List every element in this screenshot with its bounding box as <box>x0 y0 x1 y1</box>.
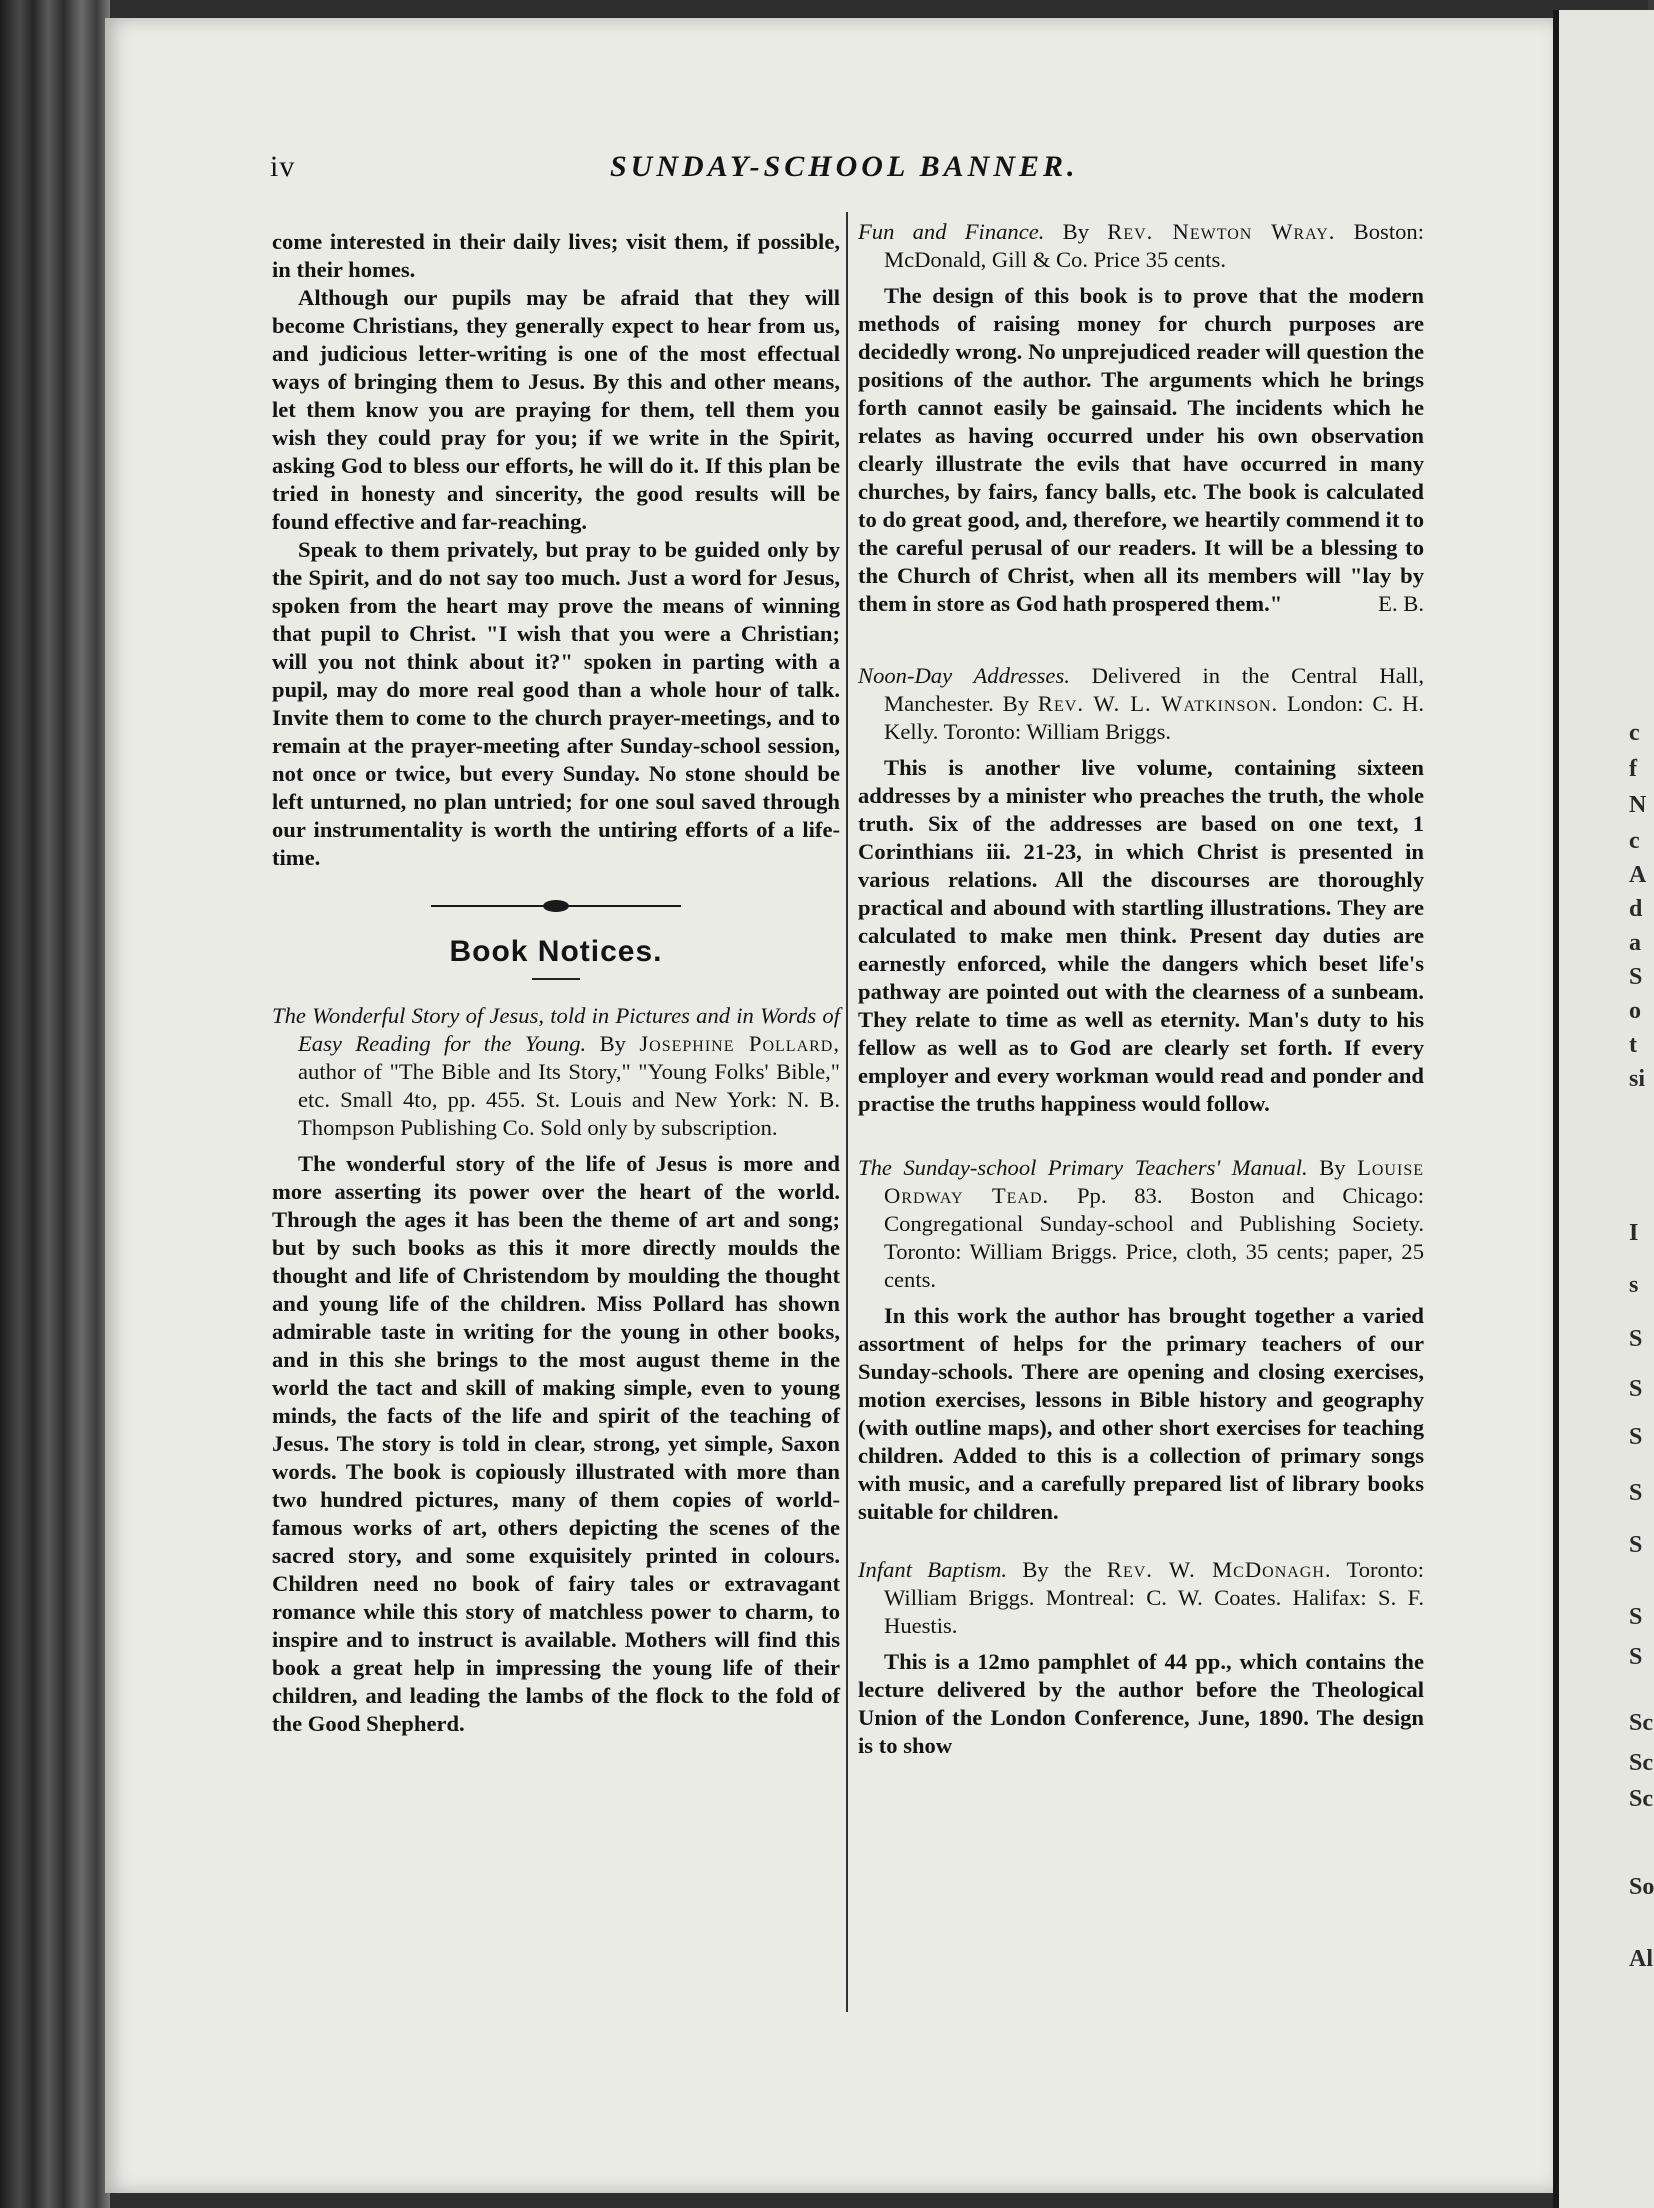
adjacent-page-fragment: Al <box>1629 1946 1653 1972</box>
adjacent-page-fragment: Sc <box>1629 1710 1653 1736</box>
adjacent-page-edge <box>1553 10 1654 2208</box>
notice-details: London: C. H. Kelly. Toronto: William Briggs. <box>884 691 1424 744</box>
notice-details: Boston: McDonald, Gill & Co. Price 35 cents. <box>884 219 1424 272</box>
notice-title: Infant Baptism. <box>858 1557 1007 1582</box>
notice-author: Rev. W. McDonagh. <box>1106 1557 1332 1582</box>
adjacent-page-fragment: S <box>1629 1480 1643 1506</box>
notice-by: By <box>1002 691 1030 716</box>
paragraph: come interested in their daily lives; visit them, if possible, in their homes. <box>272 229 840 282</box>
notice-citation <box>858 1556 1424 1640</box>
notice-title: Noon-Day Addresses. <box>858 663 1070 688</box>
notice-citation <box>272 1002 840 1142</box>
book-notice <box>858 1154 1424 1526</box>
adjacent-page-fragment: S <box>1629 1376 1643 1402</box>
page-number: iv <box>270 150 296 183</box>
notice-author: Rev. W. L. Watkinson. <box>1037 691 1279 716</box>
adjacent-page-fragment: N <box>1629 792 1647 818</box>
notice-citation <box>858 662 1424 746</box>
adjacent-page-fragment: S <box>1629 964 1643 990</box>
book-notice <box>858 218 1424 618</box>
notice-by: By <box>1319 1155 1346 1180</box>
ornamental-divider <box>431 900 681 912</box>
adjacent-page-fragment: S <box>1629 1326 1643 1352</box>
column-rule <box>846 212 848 2012</box>
notice-review-text: The design of this book is to prove that the modern methods of raising money for church purposes are decidedly wrong. No unprejudiced reader will question the positions of the author. The arguments which he brings forth cannot easily be gainsaid. The incidents which he relates as having occurred under his own observation clearly illustrate the evils that have occurred in many churches, by fairs, fancy balls, etc. The book is calculated to do great good, and, therefore, we heartily commend it to the careful perusal of our readers. It will be a blessing to the Church of Christ, when all its members will "lay by them in store as God hath prospered them." <box>858 283 1424 616</box>
adjacent-page-fragment: t <box>1629 1032 1637 1058</box>
notice-author: Rev. Newton Wray. <box>1107 219 1336 244</box>
adjacent-page-fragment: f <box>1629 756 1637 782</box>
paragraph: Although our pupils may be afraid that they will become Christians, they generally expect to hear from us, and judicious letter-writing is one of the most effectual ways of bringing them to Jesus. By this and other means, let them know you are praying for them, tell them you wish they could pray for you; if we write in the Spirit, asking God to bless our efforts, he will do it. If this plan be tried in honesty and sincerity, the good results will be found effective and far-reaching. <box>272 285 840 534</box>
adjacent-page-fragment: S <box>1629 1424 1643 1450</box>
notice-review: The wonderful story of the life of Jesus is more and more asserting its power over the heart of the world. Through the ages it has been the theme of art and song; but by such books as this it more directly moulds the thought and life of Christendom by moulding the thought and young life of the children. Miss Pollard has shown admirable taste in writing for the young in other books, and in this she brings to the most august theme in the world the tact and skill of making simple, even to young minds, the facts of the life and spirit of the teaching of Jesus. The story is told in clear, strong, yet simple, Saxon words. The book is copiously illustrated with more than two hundred pictures, many of them copies of world-famous works of art, others depicting the scenes of the sacred story, and some exquisitely printed in colours. Children need no book of fairy tales or extravagant romance while this story of matchless power to charm, to inspire and to instruct is available. Mothers will find this book a great help in impressing the young life of their children, and leading the lambs of the flock to the fold of the Good Shepherd. <box>272 1151 840 1736</box>
adjacent-page-fragment: s <box>1629 1272 1639 1298</box>
notice-details: author of "The Bible and Its Story," "Young Folks' Bible," etc. Small 4to, pp. 455. St. Louis and New York: N. B. Thompson Publishing Co. Sold only by subscription. <box>298 1059 840 1140</box>
notice-review: This is another live volume, containing sixteen addresses by a minister who preaches the truth, the whole truth. Six of the addresses are based on one text, 1 Corinthians iii. 21-23, in which Christ is presented in various relations. All the discourses are thoroughly practical and abound with startling illustrations. They are calculated to make men think. Present day duties are earnestly enforced, while the dangers which beset life's pathway are pointed out with the clearness of a sunbeam. They relate to time as well as eternity. Man's duty to his fellow as well as to God are clearly set forth. If every employer and every workman would read and ponder and practise the truths happiness would follow. <box>858 755 1424 1116</box>
notice-citation <box>858 218 1424 274</box>
notice-pre: Delivered in the Central Hall, Manchester. <box>884 663 1424 716</box>
notice-details: Pp. 83. Boston and Chicago: Congregational Sunday-school and Publishing Society. Toronto: William Briggs. Price, cloth, 35 cents; paper, 25 cents. <box>884 1183 1424 1292</box>
notice-by: By the <box>1022 1557 1092 1582</box>
right-column <box>858 218 1424 1760</box>
book-notice <box>858 662 1424 1118</box>
notice-by: By <box>1062 219 1090 244</box>
heading-rule <box>532 978 580 980</box>
adjacent-page-fragment: si <box>1629 1066 1646 1092</box>
adjacent-page-fragment: d <box>1629 896 1643 922</box>
notice-by: By <box>599 1031 626 1056</box>
section-heading: Book Notices. <box>449 935 663 968</box>
page-header <box>270 150 1410 190</box>
left-column <box>272 228 840 1738</box>
book-notice <box>272 1002 840 1738</box>
adjacent-page-fragment: I <box>1629 1220 1639 1246</box>
running-title: SUNDAY-SCHOOL BANNER. <box>610 150 1079 183</box>
adjacent-page-fragment: a <box>1629 930 1641 956</box>
adjacent-page-fragment: A <box>1629 862 1647 888</box>
notice-title: The Wonderful Story of Jesus, told in Pictures and in Words of Easy Reading for the Young. <box>272 1003 840 1056</box>
book-binding-edge <box>0 0 110 2208</box>
notice-details: Toronto: William Briggs. Montreal: C. W. Coates. Halifax: S. F. Huestis. <box>884 1557 1424 1638</box>
notice-title: Fun and Finance. <box>858 219 1045 244</box>
notice-author: Josephine Pollard, <box>639 1031 841 1056</box>
reviewer-initials: E. B. <box>1378 591 1424 616</box>
adjacent-page-fragment: So <box>1629 1874 1654 1900</box>
paragraph: Speak to them privately, but pray to be guided only by the Spirit, and do not say too much. Just a word for Jesus, spoken from the heart may prove the means of winning that pupil to Christ. "I wish that you were a Christian; will you not think about it?" spoken in parting with a pupil, may do more real good than a whole hour of talk. Invite them to come to the church prayer-meetings, and to remain at the prayer-meeting after Sunday-school session, not once or twice, but every Sunday. No stone should be left unturned, no plan untried; for one soul saved through our instrumentality is worth the untiring efforts of a life-time. <box>272 537 840 870</box>
adjacent-page-fragment: c <box>1629 828 1640 854</box>
notice-review <box>858 282 1424 618</box>
adjacent-page-fragment: S <box>1629 1532 1643 1558</box>
notice-review: This is a 12mo pamphlet of 44 pp., which contains the lecture delivered by the author before the Theological Union of the London Conference, June, 1890. The design is to show <box>858 1649 1424 1758</box>
adjacent-page-fragment: S <box>1629 1604 1643 1630</box>
book-notice <box>858 1556 1424 1760</box>
notice-citation <box>858 1154 1424 1294</box>
adjacent-page-fragment: c <box>1629 720 1640 746</box>
adjacent-page-fragment: S <box>1629 1644 1643 1670</box>
notice-author: Louise Ordway Tead. <box>884 1155 1424 1208</box>
adjacent-page-fragment: Sc <box>1629 1750 1653 1776</box>
adjacent-page-fragment: Sc <box>1629 1786 1653 1812</box>
notice-title: The Sunday-school Primary Teachers' Manual. <box>858 1155 1308 1180</box>
adjacent-page-fragment: o <box>1629 998 1641 1024</box>
notice-review: In this work the author has brought together a varied assortment of helps for the primary teachers of our Sunday-schools. There are opening and closing exercises, motion exercises, lessons in Bible history and geography (with outline maps), and other short exercises for teaching children. Added to this is a collection of primary songs with music, and a carefully prepared list of library books suitable for children. <box>858 1303 1424 1524</box>
